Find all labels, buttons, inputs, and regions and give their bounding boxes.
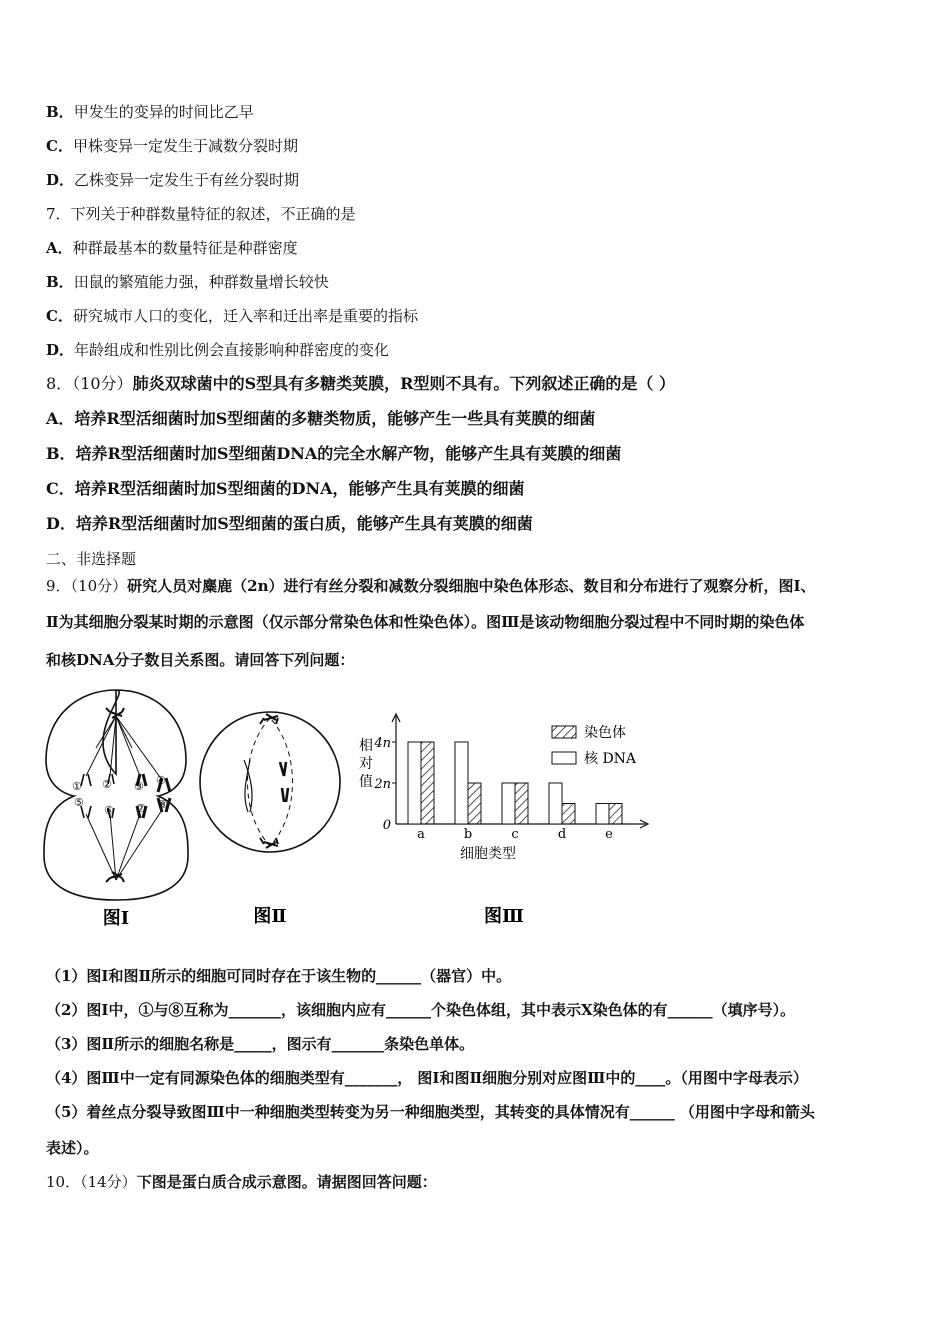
bar-d-dna — [549, 783, 562, 824]
x-tick-label-a: a — [417, 827, 425, 842]
q8-option-c: C．培养R型活细菌时加S型细菌的DNA，能够产生具有荚膜的细菌 — [46, 479, 525, 498]
q9-stem-line1: 9．（10分）研究人员对麋鹿（2n）进行有丝分裂和减数分裂细胞中染色体形态、数目和分布进行了观察分析，图Ⅰ、 — [46, 577, 816, 595]
legend — [552, 724, 637, 767]
q8-stem: 8．（10分）肺炎双球菌中的S型具有多糖类荚膜，R型则不具有。下列叙述正确的是（ ） — [46, 374, 675, 393]
centrosome-bottom — [106, 872, 124, 882]
figure-1-label: 图Ⅰ — [102, 908, 130, 929]
label-5: ⑤ — [74, 796, 84, 809]
bar-c-dna — [502, 783, 515, 824]
centrosome-top — [260, 714, 278, 724]
legend-swatch-chromosome — [552, 726, 576, 738]
label-3: ③ — [134, 780, 144, 793]
q8-option-a: A．培养R型活细菌时加S型细菌的多糖类物质，能够产生一些具有荚膜的细菌 — [46, 409, 596, 428]
bar-a-dna — [408, 742, 421, 824]
bar-c-chromosome — [515, 783, 528, 824]
label-4: ④ — [156, 774, 166, 787]
label-8: ⑧ — [158, 798, 168, 811]
q7-option-c: C．研究城市人口的变化，迁入率和迁出率是重要的指标 — [46, 307, 418, 325]
figure-1 — [40, 688, 192, 938]
x-tick-label-d: d — [557, 827, 567, 842]
q9-sub5-line1: （5）着丝点分裂导致图Ⅲ中一种细胞类型转变为另一种细胞类型，其转变的具体情况有______ （用图中字母和箭头 — [46, 1103, 815, 1121]
q6-option-d: D．乙株变异一定发生于有丝分裂时期 — [46, 171, 300, 189]
q8-option-b: B．培养R型活细菌时加S型细菌DNA的完全水解产物，能够产生具有荚膜的细菌 — [46, 444, 622, 463]
figure-2 — [192, 700, 342, 938]
q9-stem-line3: 和核DNA分子数目关系图。请回答下列问题： — [46, 651, 355, 669]
spindle — [248, 718, 293, 846]
figure-3-chart — [346, 708, 666, 938]
q8-option-d: D．培养R型活细菌时加S型细菌的蛋白质，能够产生具有荚膜的细菌 — [46, 514, 533, 533]
q7-option-b: B．田鼠的繁殖能力强，种群数量增长较快 — [46, 273, 329, 291]
chromosomes-bottom — [81, 798, 170, 818]
q9-stem-line2: Ⅱ为其细胞分裂某时期的示意图（仅示部分常染色体和性染色体）。图Ⅲ是该动物细胞分裂过程中不同时期的染色体 — [46, 613, 805, 631]
q6-option-b: B．甲发生的变异的时间比乙早 — [46, 103, 254, 121]
q9-sub5-line2: 表述）。 — [46, 1139, 99, 1157]
q7-stem: 7．下列关于种群数量特征的叙述，不正确的是 — [46, 205, 356, 223]
bar-e-chromosome — [609, 804, 622, 825]
cell-membrane — [200, 712, 340, 852]
q6-option-c: C．甲株变异一定发生于减数分裂时期 — [46, 137, 298, 155]
figure-3-label: 图Ⅲ — [484, 906, 524, 927]
section-heading: 二、非选择题 — [46, 550, 137, 568]
figure-2-label: 图Ⅱ — [253, 906, 287, 927]
y-tick-label: 0 — [382, 818, 391, 833]
legend-label-chromosome: 染色体 — [584, 725, 626, 741]
x-tick-label-c: c — [511, 827, 519, 842]
x-tick-label-b: b — [463, 827, 473, 842]
y-tick-label: 2n — [374, 777, 391, 792]
bar-e-dna — [596, 804, 609, 825]
x-tick-label-e: e — [605, 827, 613, 842]
spindle-fibers-top — [86, 716, 162, 780]
q9-sub2: （2）图Ⅰ中，①与⑧互称为_______，该细胞内应有______个染色体组，其中表示X染色体的有______（填序号）。 — [46, 1001, 796, 1019]
label-2: ② — [102, 778, 112, 791]
bar-a-chromosome — [421, 742, 434, 824]
label-1: ① — [72, 780, 82, 793]
label-7: ⑦ — [136, 802, 146, 815]
q10-stem: 10．（14分）下图是蛋白质合成示意图。请据图回答问题： — [46, 1173, 437, 1191]
spindle-fibers-bottom — [86, 810, 162, 880]
q7-option-a: A．种群最基本的数量特征是种群密度 — [46, 239, 298, 257]
y-axis-label: 相对值 — [359, 738, 373, 790]
legend-label-dna: 核 DNA — [584, 751, 637, 767]
y-tick-label: 4n — [374, 736, 391, 751]
label-6: ⑥ — [104, 804, 114, 817]
q9-sub4: （4）图Ⅲ中一定有同源染色体的细胞类型有_______， 图Ⅰ和图Ⅱ细胞分别对应图Ⅲ中的____。（用图中字母表示） — [46, 1069, 808, 1087]
bar-d-chromosome — [562, 804, 575, 825]
chromosome-2 — [280, 762, 288, 802]
x-axis-label: 细胞类型 — [460, 846, 516, 862]
cell-membrane — [44, 690, 188, 900]
bar-b-chromosome — [468, 783, 481, 824]
bar-b-dna — [455, 742, 468, 824]
legend-swatch-dna — [552, 752, 576, 764]
q7-option-d: D．年龄组成和性别比例会直接影响种群密度的变化 — [46, 341, 390, 359]
q9-sub1: （1）图Ⅰ和图Ⅱ所示的细胞可同时存在于该生物的______（器官）中。 — [46, 967, 512, 985]
q9-sub3: （3）图Ⅱ所示的细胞名称是_____，图示有_______条染色单体。 — [46, 1035, 475, 1053]
